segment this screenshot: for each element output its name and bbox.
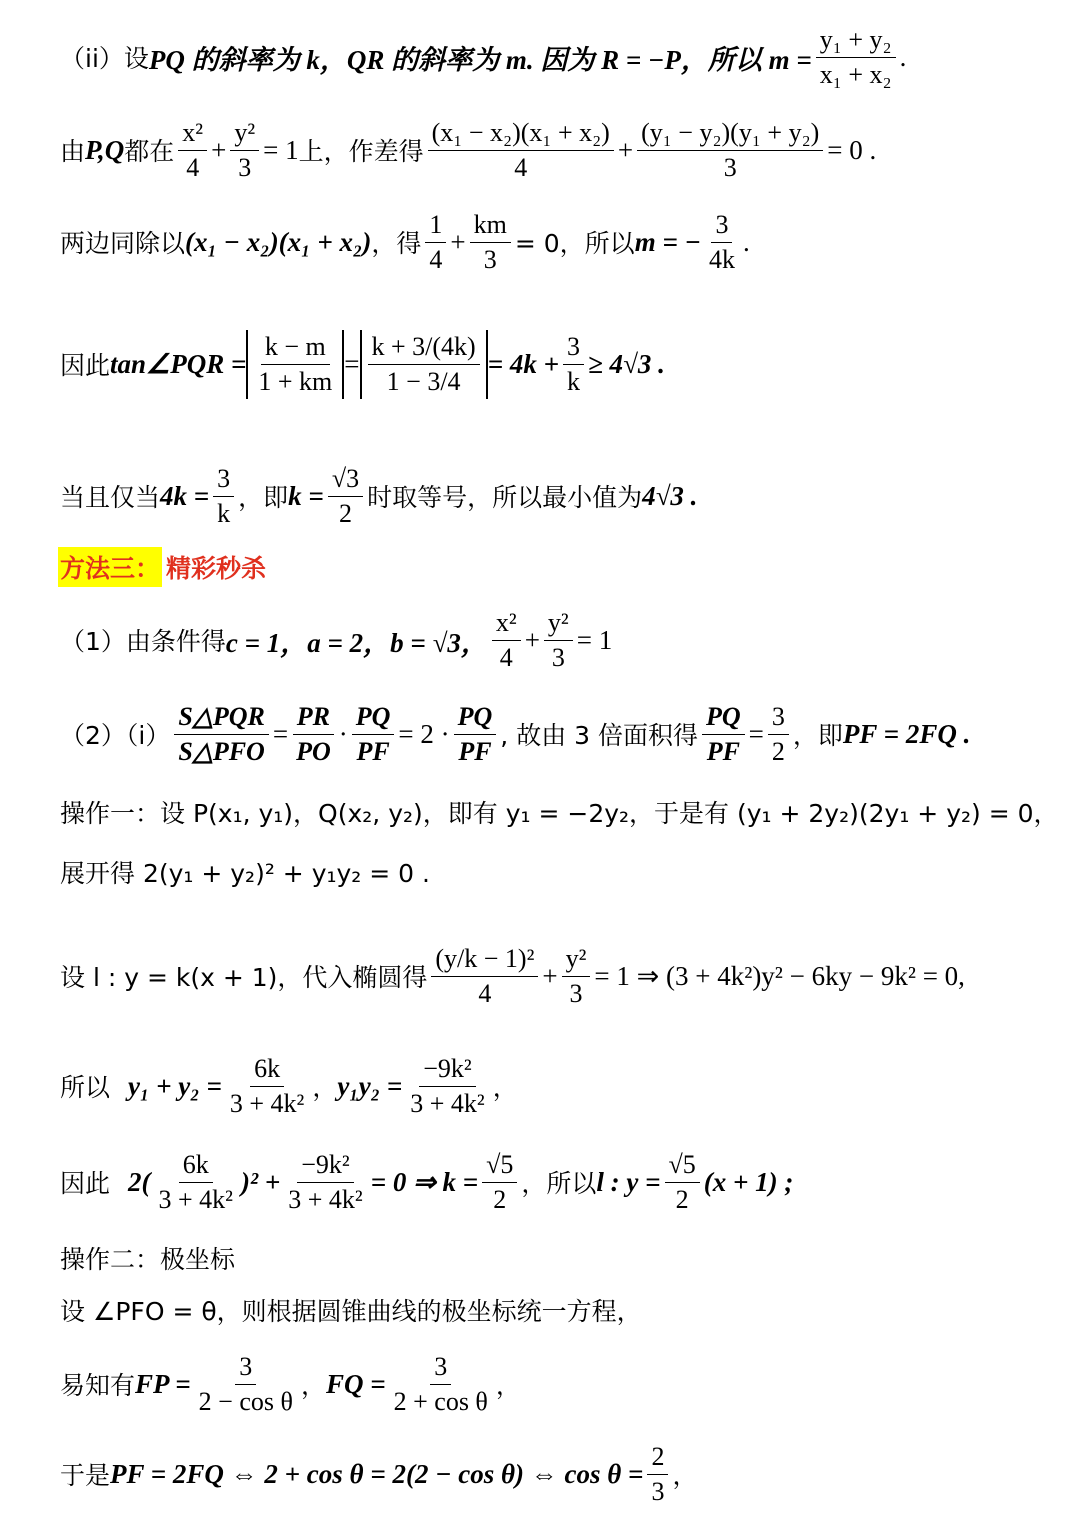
method-three-heading (58, 548, 270, 586)
line-5 (60, 456, 1040, 536)
line-1 (60, 22, 1040, 92)
denominator: x₁ + x₂ (819, 59, 892, 89)
numerator: PR (293, 700, 334, 735)
line-7 (60, 694, 1040, 774)
math: (x₁ − x₂)(x₁ + x₂) (185, 226, 372, 257)
denominator: 3 (483, 244, 497, 274)
line-16 (60, 1434, 1040, 1514)
fraction (768, 700, 789, 769)
numerator: y² (562, 942, 591, 977)
text: 因此 (60, 1169, 111, 1198)
math: PQ 的斜率为 k，QR 的斜率为 m. 因为 R = −P，所以 m = (148, 44, 812, 75)
line-15 (60, 1344, 1040, 1424)
denominator: 3 (651, 1476, 665, 1506)
text: 于是 (60, 1461, 111, 1490)
numerator: 1 (425, 208, 446, 243)
operator: = (748, 718, 764, 749)
operator: + (542, 960, 558, 991)
line-6 (60, 602, 1040, 678)
text: = 0，所以 (514, 229, 635, 258)
numerator: x² (178, 116, 207, 151)
text: （2）（i） (60, 721, 171, 750)
operator: = 0 . (827, 134, 877, 165)
denominator: PF (356, 736, 390, 766)
denominator: k (217, 498, 231, 528)
fraction (470, 208, 511, 277)
text: . (742, 226, 750, 257)
fraction (292, 700, 335, 769)
math: y₁y₂ = (337, 1070, 403, 1101)
denominator: 3 (238, 152, 252, 182)
numerator: −9k² (297, 1148, 353, 1183)
math: 4k = (160, 480, 210, 511)
text: ， (300, 1371, 326, 1400)
numerator: x² (492, 606, 521, 641)
denominator: 4 (514, 152, 528, 182)
text: 操作二：极坐标 (60, 1245, 236, 1274)
numerator: 2 (647, 1440, 668, 1475)
fraction (254, 330, 336, 399)
numerator: 3 (768, 700, 789, 735)
text: 当且仅当 (60, 483, 161, 512)
math: (x + 1) ; (703, 1166, 794, 1197)
fraction (544, 606, 573, 675)
numerator: √5 (482, 1148, 517, 1183)
line-10 (60, 926, 1040, 1026)
text: 都在 (124, 137, 175, 166)
line-4 (60, 296, 1040, 432)
absolute-value (360, 330, 488, 399)
fraction (226, 1052, 308, 1121)
numerator: y₁ + y₂ (816, 23, 896, 58)
math: FQ = (325, 1368, 386, 1399)
numerator: 3 (213, 462, 234, 497)
denominator: 3 + 4k² (158, 1184, 233, 1214)
text: （ii）设 (60, 44, 149, 73)
fraction (492, 606, 521, 675)
denominator: 3 (569, 978, 583, 1008)
fraction (563, 330, 584, 399)
fraction (195, 1350, 297, 1419)
fraction (816, 23, 896, 92)
math: FP = (135, 1368, 191, 1399)
text: 时取等号，所以最小值为 (367, 483, 643, 512)
text: 展开得 2(y₁ + y₂)² + y₁y₂ = 0 . (60, 859, 430, 888)
denominator: 2 (338, 498, 352, 528)
fraction (562, 942, 591, 1011)
operator: + (211, 134, 227, 165)
text: 易知有 (60, 1371, 136, 1400)
denominator: PF (706, 736, 740, 766)
math: = 0 ⇒ k = (370, 1166, 479, 1197)
text: 操作一：设 P(x₁, y₁)，Q(x₂, y₂)，即有 y₁ = −2y₂，于是有 (y₁ + 2y₂)(2y₁ + y₂) = 0， (60, 799, 1059, 828)
fraction (482, 1148, 517, 1217)
numerator: √3 (328, 462, 363, 497)
text: 所以 (60, 1073, 111, 1102)
math: PF = 2FQ . (842, 718, 971, 749)
denominator: 4 (499, 642, 513, 672)
text: . (899, 41, 907, 72)
operator: = 2 · (398, 718, 450, 749)
text: = 1 ⇒ (3 + 4k²)y² − 6ky − 9k² = 0, (594, 960, 965, 991)
denominator: 3 + 4k² (410, 1088, 485, 1118)
fraction (368, 330, 480, 399)
denominator: 2 + cos θ (393, 1386, 488, 1416)
numerator: 3 (235, 1350, 256, 1385)
text: = 1 (576, 624, 613, 655)
denominator: 4k (708, 244, 735, 274)
numerator: k − m (261, 330, 330, 365)
fraction (406, 1052, 488, 1121)
text: 由 (60, 137, 86, 166)
fraction (431, 942, 538, 1011)
heading-title: 精彩秒杀 (166, 554, 267, 583)
denominator: 3 + 4k² (288, 1184, 363, 1214)
math: PF = 2FQ ⇔ 2 + cos θ = 2(2 − cos θ) ⇔ cos θ = (110, 1458, 644, 1489)
operator: = (272, 718, 289, 749)
numerator: (x₁ − x₂)(x₁ + x₂) (428, 116, 614, 151)
math: P,Q (85, 134, 125, 165)
fraction (637, 116, 823, 185)
numerator: −9k² (419, 1052, 475, 1087)
line-11 (60, 1046, 1040, 1126)
numerator: 3 (430, 1350, 451, 1385)
line-8 (60, 790, 1059, 834)
denominator: 1 + km (258, 366, 333, 396)
text: ， (492, 1073, 518, 1102)
math: 4√3 . (642, 480, 698, 511)
denominator: 2 (493, 1184, 507, 1214)
math: ≥ 4√3 . (587, 348, 665, 379)
fraction (284, 1148, 366, 1217)
operator: = 1 (263, 134, 299, 165)
numerator: 6k (179, 1148, 213, 1183)
numerator: (y/k − 1)² (431, 942, 538, 977)
fraction (230, 116, 259, 185)
line-13 (60, 1236, 1040, 1280)
operator: + (450, 226, 466, 257)
denominator: 3 + 4k² (229, 1088, 305, 1118)
numerator: S△PQR (174, 700, 268, 735)
line-9 (60, 850, 1040, 894)
denominator: 1 − 3/4 (386, 366, 461, 396)
text: 设 ∠PFO = θ，则根据圆锥曲线的极坐标统一方程， (60, 1297, 642, 1326)
numerator: km (470, 208, 511, 243)
fraction (390, 1350, 492, 1419)
fraction (647, 1440, 668, 1509)
text: ， (672, 1461, 698, 1490)
denominator: 2 (675, 1184, 689, 1214)
operator: + (524, 624, 540, 655)
text: ，所以 (521, 1169, 597, 1198)
line-3 (60, 202, 1040, 282)
text: ， (495, 1371, 521, 1400)
fraction (174, 700, 268, 769)
line-12 (60, 1142, 1040, 1222)
math: 2( (128, 1166, 151, 1197)
fraction (328, 462, 363, 531)
numerator: PQ (454, 700, 497, 735)
fraction (705, 208, 739, 277)
numerator: k + 3/(4k) (368, 330, 480, 365)
text: ，即 (238, 483, 289, 512)
numerator: PQ (352, 700, 395, 735)
operator: = (344, 348, 360, 379)
text: （1）由条件得 (60, 627, 226, 656)
denominator: 2 (771, 736, 785, 766)
denominator: 3 (551, 642, 565, 672)
numerator: PQ (702, 700, 745, 735)
numerator: (y₁ − y₂)(y₁ + y₂) (637, 116, 823, 151)
text: 两边同除以 (60, 229, 186, 258)
denominator: 4 (186, 152, 200, 182)
numerator: y² (544, 606, 573, 641)
denominator: PO (296, 736, 331, 766)
fraction (213, 462, 234, 531)
text: ， (312, 1073, 338, 1102)
fraction (178, 116, 207, 185)
operator: · (338, 718, 348, 749)
text: , 故由 3 倍面积得 (500, 721, 698, 750)
line-14 (60, 1288, 1040, 1332)
line-2 (60, 110, 1040, 190)
math: = 4k + (487, 348, 559, 379)
fraction (428, 116, 614, 185)
denominator: 4 (478, 978, 492, 1008)
numerator: √5 (665, 1148, 700, 1183)
math: c = 1，a = 2，b = √3， (225, 627, 488, 658)
fraction (454, 700, 497, 769)
math: y₁ + y₂ = (128, 1070, 222, 1101)
numerator: 3 (563, 330, 584, 365)
math: k = (288, 480, 324, 511)
text: 因此 (60, 351, 111, 380)
math: l : y = (596, 1166, 661, 1197)
numerator: 3 (711, 208, 732, 243)
denominator: 3 (723, 152, 737, 182)
fraction (425, 208, 446, 277)
numerator: y² (230, 116, 259, 151)
fraction (665, 1148, 700, 1217)
denominator: PF (458, 736, 492, 766)
denominator: S△PFO (178, 736, 265, 766)
math: m = − (634, 226, 701, 257)
operator: + (617, 134, 634, 165)
fraction (155, 1148, 237, 1217)
heading-label: 方法三： (58, 547, 162, 587)
math: tan∠PQR = (110, 348, 247, 379)
denominator: 4 (429, 244, 443, 274)
absolute-value (246, 330, 344, 399)
text: 上，作差得 (298, 137, 424, 166)
text: 设 l : y = k(x + 1)，代入椭圆得 (60, 963, 428, 992)
denominator: 2 − cos θ (198, 1386, 293, 1416)
math: )² + (240, 1166, 281, 1197)
numerator: 6k (250, 1052, 284, 1087)
text: ，得 (371, 229, 422, 258)
text: ，即 (792, 721, 843, 750)
fraction (702, 700, 745, 769)
denominator: k (566, 366, 580, 396)
fraction (352, 700, 395, 769)
